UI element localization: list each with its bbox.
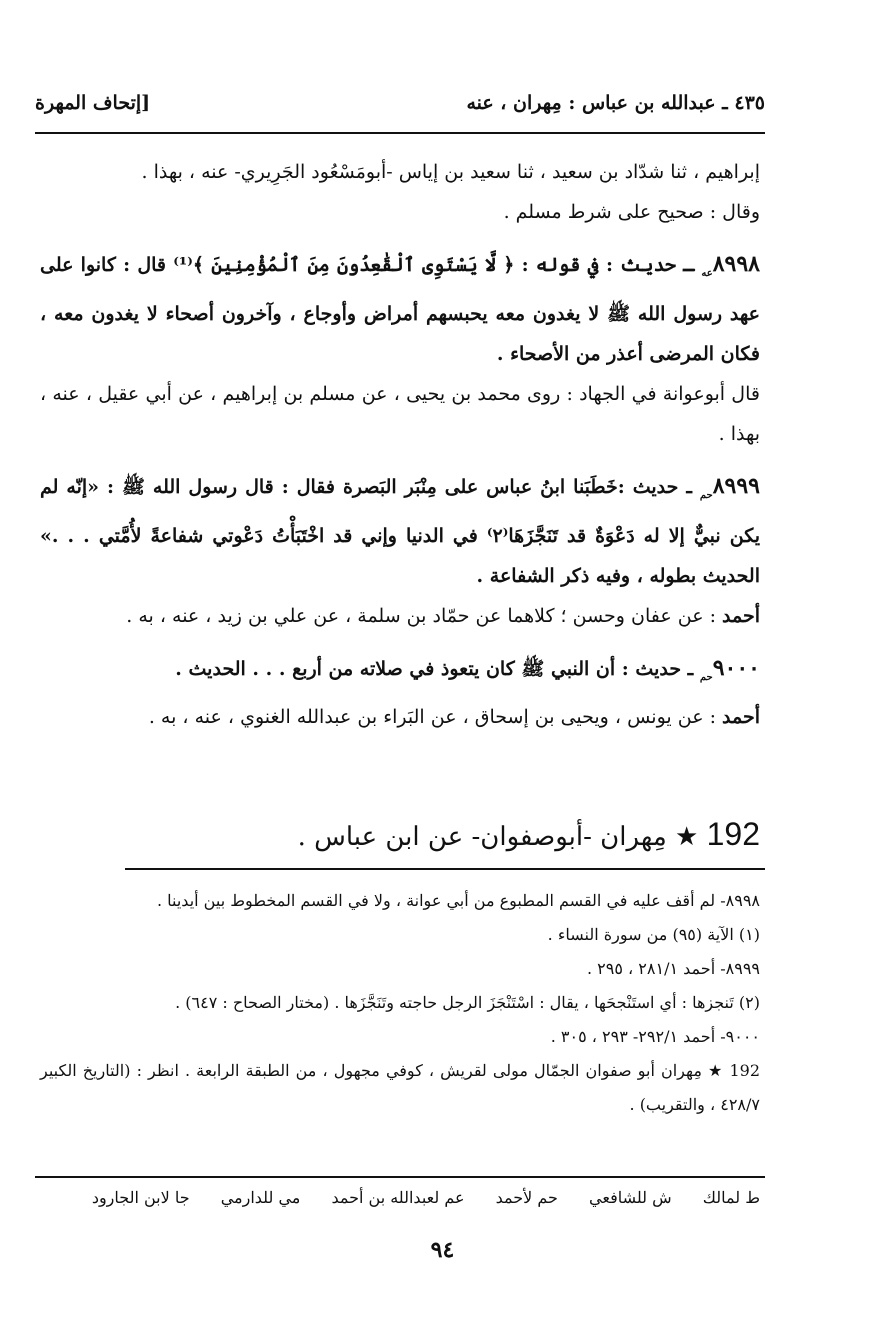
- header-chapter-title: ٤٣٥ ـ عبدالله بن عباس : مِهران ، عنه: [466, 92, 765, 114]
- footnote: 192 ★ مِهران أبو صفوان الجمّال مولى لقريش ، كوفي مجهول ، من الطبقة الرابعة . انظر : (التاريخ الكبير ٤٢٨/٧ ، والتقريب) .: [40, 1061, 760, 1114]
- footnote: (١) الآية (٩٥) من سورة النساء .: [547, 925, 760, 944]
- hadith-text: ـ حديث : في قوله : ﴿ لَّا يَسْتَوِى ٱلْقَٰعِدُونَ مِنَ ٱلْمُؤْمِنِينَ ﴾⁽¹⁾ قال : كانوا على عهد رسول الله ﷺ لا يغدون معه يحبسهم أمراض وأوجاع ، وآخرون أصحاء لا يغدون معه ، فكان المرضى أعذر من الأصحاء .: [40, 254, 760, 365]
- continuation-line: وقال : صحيح على شرط مسلم .: [503, 201, 760, 223]
- source-symbol: حم: [699, 671, 713, 683]
- section-number: 192: [706, 816, 760, 852]
- star-icon: ★: [675, 822, 699, 852]
- source-label: أحمد: [722, 604, 760, 627]
- footer-rule: [35, 1176, 765, 1178]
- section-rule: [125, 868, 765, 870]
- hadith-source: [40, 697, 760, 737]
- running-header: [35, 92, 765, 122]
- hadith-source: قال أبوعوانة في الجهاد : روى محمد بن يحيى ، عن مسلم بن إبراهيم ، عن أبي عقيل ، عنه ، بهذا .: [40, 382, 760, 445]
- abbreviation: حم لأحمد: [495, 1188, 558, 1207]
- continuation-line: إبراهيم ، ثنا شدّاد بن سعيد ، ثنا سعيد بن إياس -أبومَسْعُود الجَرِيري- عنه ، بهذا .: [141, 161, 760, 183]
- hadith-source: [40, 596, 760, 636]
- section-title: مِهران -أبوصفوان- عن ابن عباس .: [297, 822, 667, 852]
- source-label: أحمد: [722, 706, 760, 729]
- hadith-text: ـ حديث : أن النبي ﷺ كان يتعوذ في صلاته من أربع . . . الحديث .: [175, 657, 694, 680]
- source-text: : عن عفان وحسن ؛ كلاهما عن حمّاد بن سلمة ، عن علي بن زيد ، عنه ، به .: [126, 604, 723, 627]
- page-number: ٩٤: [430, 1237, 455, 1263]
- abbreviation: ط لمالك: [702, 1188, 760, 1207]
- footnote: ٩٠٠٠- أحمد ٢٩٢/١- ٢٩٣ ، ٣٠٥ .: [550, 1027, 760, 1046]
- hadith-8998: [40, 244, 760, 374]
- abbreviation: جا لابن الجارود: [91, 1188, 190, 1207]
- main-text: [40, 152, 760, 737]
- section-heading: [130, 812, 760, 859]
- abbreviation: عم لعبدالله بن أحمد: [331, 1188, 465, 1207]
- hadith-text: ـ حديث :خَطَبَنا ابنُ عباس على مِنْبَر البَصرة فقال : قال رسول الله ﷺ : «إنّه لم يكن نبيٌّ إلا له دَعْوَةٌ قد تَنَجَّزَهَا⁽٢⁾ في الدنيا وإني قد اخْتَبَأْتُ دَعْوتي شفاعةً لأُمَّتي . . .» الحديث بطوله ، وفيه ذكر الشفاعة .: [40, 475, 760, 587]
- header-book-title: [إتحاف المهرة: [35, 92, 151, 114]
- abbreviation-key: [40, 1188, 760, 1207]
- hadith-number: ٨٩٩٨: [712, 251, 760, 277]
- hadith-9000: [40, 648, 760, 698]
- hadith-8999: [40, 466, 760, 596]
- footnote: ٨٩٩٩- أحمد ٢٨١/١ ، ٢٩٥ .: [587, 959, 760, 978]
- abbreviation: مي للدارمي: [220, 1188, 301, 1207]
- source-symbol: حم: [699, 489, 713, 501]
- footnote: ٨٩٩٨- لم أقف عليه في القسم المطبوع من أبي عوانة ، ولا في القسم المخطوط بين أيدينا .: [156, 891, 760, 910]
- hadith-number: ٩٠٠٠: [712, 654, 760, 681]
- header-rule: [35, 132, 765, 134]
- hadith-number: ٨٩٩٩: [712, 472, 760, 499]
- footnote: (٢) تَنجزها : أي استَنْجحَها ، يقال : اسْتَنْجَزَ الرجل حاجته وتَنَجَّزَها . (مختار الصحاح : ٦٤٧) .: [175, 993, 760, 1012]
- footnotes: [40, 884, 760, 1122]
- source-symbol: عه: [701, 267, 713, 279]
- abbreviation: ش للشافعي: [589, 1188, 672, 1207]
- source-text: : عن يونس ، ويحيى بن إسحاق ، عن البَراء بن عبدالله الغنوي ، عنه ، به .: [148, 706, 723, 729]
